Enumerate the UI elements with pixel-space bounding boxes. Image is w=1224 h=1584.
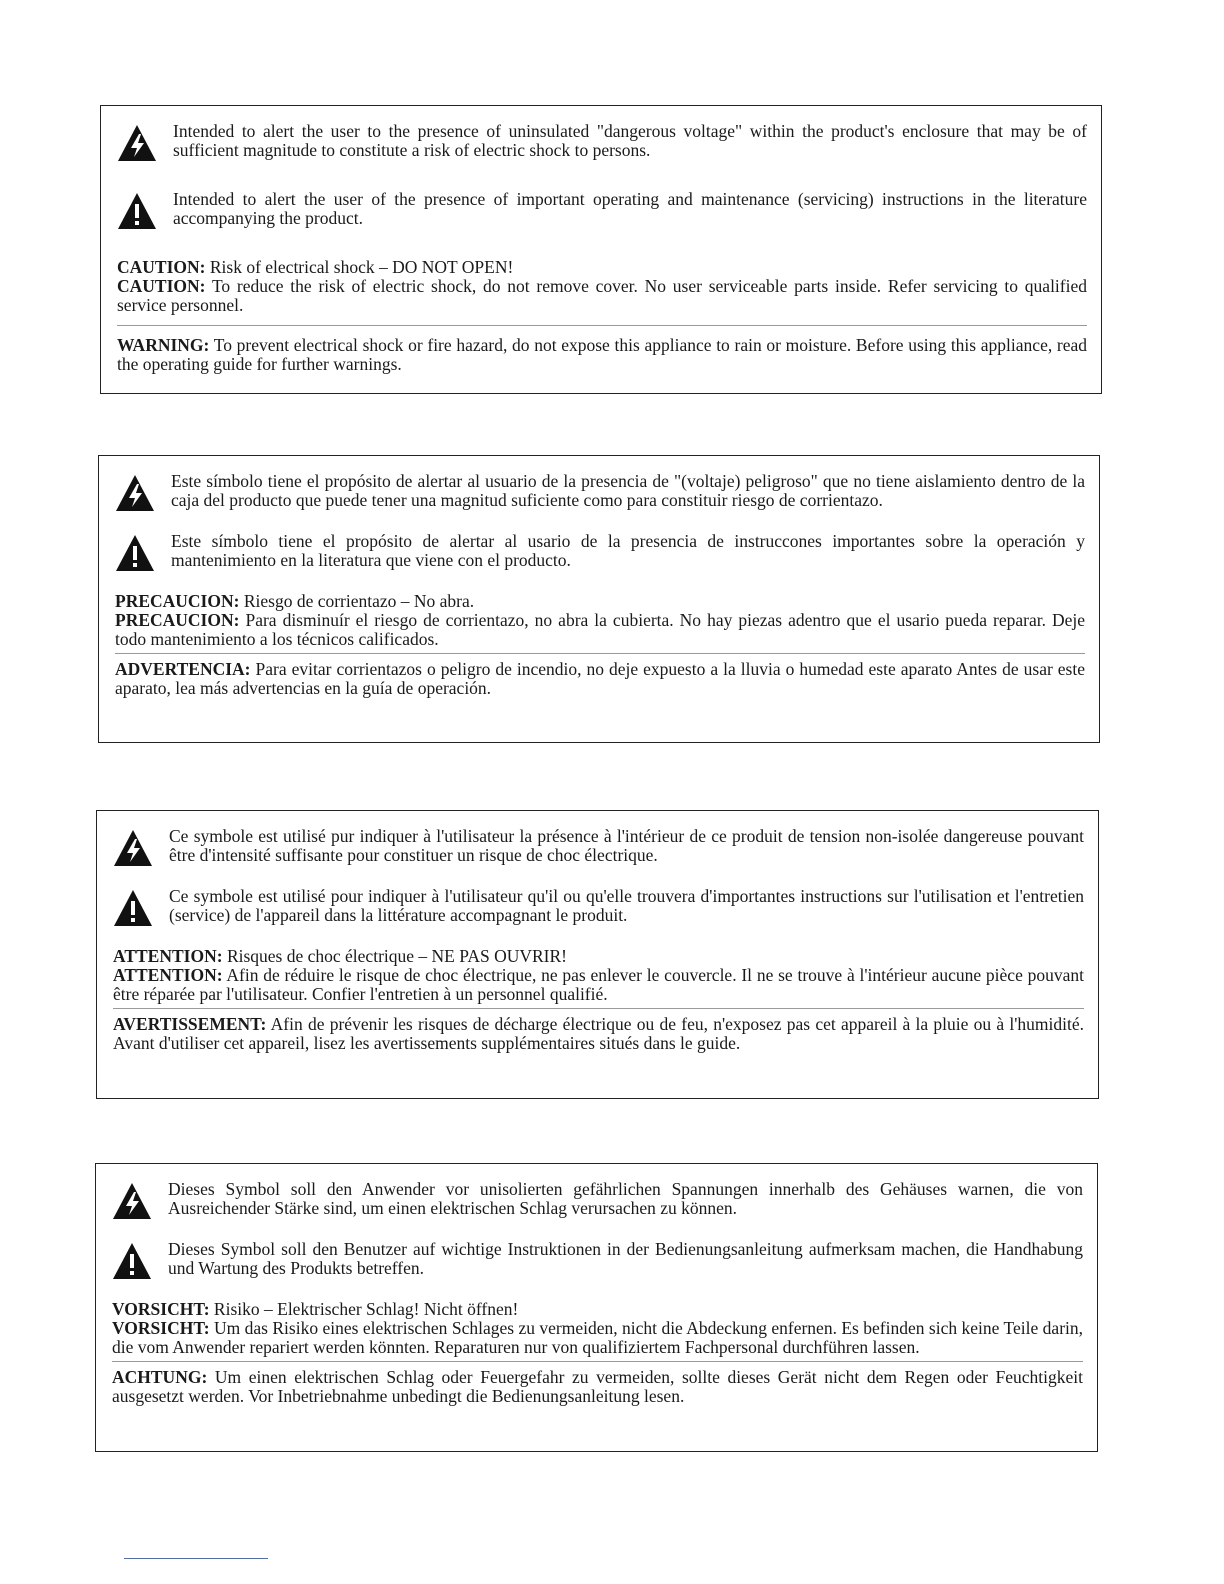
caution-label: ATTENTION:	[113, 946, 223, 966]
caution-line	[117, 277, 1087, 315]
caution-text: Para disminuír el riesgo de corrientazo, no abra la cubierta. No hay piezas adentro que el usario pueda reparar. Deje todo mantenimiento a los técnicos calificados.	[115, 610, 1086, 649]
symbol-row-exclamation	[112, 1240, 1083, 1292]
caution-text: Riesgo de corrientazo – No abra.	[243, 591, 475, 611]
divider	[117, 325, 1087, 326]
symbol-description: Este símbolo tiene el propósito de alertar al usario de la presencia de instruccones importantes sobre la operación y mantenimiento en la literatura que viene con el producto.	[171, 531, 1085, 570]
caution-text: Risiko – Elektrischer Schlag! Nicht öffnen!	[213, 1299, 519, 1319]
symbol-row-lightning	[113, 827, 1084, 879]
symbol-description: Dieses Symbol soll den Anwender vor unisolierten gefährlichen Spannungen innerhalb des Gehäuses warnen, die von Ausreichender Stärke sind, um einen elektrischen Schlag verursachen zu können.	[168, 1179, 1083, 1218]
safety-panel-french	[96, 810, 1099, 1099]
caution-line	[115, 611, 1085, 649]
warning-line	[113, 1015, 1084, 1053]
lightning-triangle-icon	[115, 474, 171, 524]
divider	[113, 1008, 1084, 1009]
warning-text: Afin de prévenir les risques de décharge électrique ou de feu, n'exposez pas cet appareil à la pluie ou à l'humidité. Avant d'utiliser cet appareil, lisez les avertissements supplémentaires situés dans le guide.	[113, 1014, 1084, 1053]
lightning-triangle-icon	[112, 1182, 168, 1232]
caution-text: Risk of electrical shock – DO NOT OPEN!	[209, 257, 514, 277]
caution-text: Afin de réduire le risque de choc électrique, ne pas enlever le couvercle. Il ne se trouve à l'intérieur aucune pièce pouvant être réparée par l'utilisateur. Confier l'entretien à un personnel qualifié.	[113, 965, 1084, 1004]
warning-text: Para evitar corrientazos o peligro de incendio, no deje expuesto a la lluvia o humedad este aparato Antes de usar este aparato, lea más advertencias en la guía de operación.	[115, 659, 1086, 698]
symbol-description: Ce symbole est utilisé pour indiquer à l'utilisateur qu'il ou qu'elle trouvera d'importantes instructions sur l'utilisation et l'entretien (service) de l'appareil dans la littérature accompagnant le produit.	[169, 886, 1084, 925]
exclamation-triangle-icon	[113, 889, 169, 939]
warning-label: ADVERTENCIA:	[115, 659, 251, 679]
symbol-row-lightning	[112, 1180, 1083, 1232]
caution-line	[112, 1319, 1083, 1357]
safety-panel-english	[100, 105, 1102, 394]
caution-text: To reduce the risk of electric shock, do not remove cover. No user serviceable parts inside. Refer servicing to qualified service personnel.	[117, 276, 1087, 315]
caution-label: CAUTION:	[117, 257, 206, 277]
warning-line	[112, 1368, 1083, 1406]
caution-label: CAUTION:	[117, 276, 206, 296]
symbol-row-exclamation	[117, 190, 1087, 242]
warning-label: WARNING:	[117, 335, 210, 355]
caution-label: PRECAUCION:	[115, 610, 240, 630]
caution-text: Um das Risiko eines elektrischen Schlages zu vermeiden, nicht die Abdeckung enfernen. Es befinden sich keine Teile darin, die vom Anwender repariert werden könnten. Reparaturen nur von qualifiziertem Fachpersonal durchführen lassen.	[112, 1318, 1084, 1357]
symbol-row-exclamation	[115, 532, 1085, 584]
divider	[115, 653, 1085, 654]
lightning-triangle-icon	[117, 124, 173, 174]
warning-line	[117, 336, 1087, 374]
warning-line	[115, 660, 1085, 698]
safety-panel-german	[95, 1163, 1098, 1452]
symbol-description: Intended to alert the user to the presence of uninsulated "dangerous voltage" within the product's enclosure that may be of sufficient magnitude to constitute a risk of electric shock to persons.	[173, 121, 1087, 160]
symbol-description: Ce symbole est utilisé pur indiquer à l'utilisateur la présence à l'intérieur de ce produit de tension non-isolée dangereuse pouvant être d'intensité suffisante pour constituer un risque de choc électrique.	[169, 826, 1084, 865]
symbol-description: Intended to alert the user of the presence of important operating and maintenance (servicing) instructions in the literature accompanying the product.	[173, 189, 1087, 228]
caution-line	[113, 947, 1084, 966]
safety-panel-spanish	[98, 455, 1100, 743]
lightning-triangle-icon	[113, 829, 169, 879]
caution-label: VORSICHT:	[112, 1299, 210, 1319]
symbol-description: Dieses Symbol soll den Benutzer auf wichtige Instruktionen in der Bedienungsanleitung aufmerksam machen, die Handhabung und Wartung des Produkts betreffen.	[168, 1239, 1083, 1278]
caution-line	[113, 966, 1084, 1004]
caution-text: Risques de choc électrique – NE PAS OUVRIR!	[226, 946, 568, 966]
caution-line	[117, 258, 1087, 277]
link-underline	[124, 1558, 268, 1559]
exclamation-triangle-icon	[112, 1242, 168, 1292]
exclamation-triangle-icon	[115, 534, 171, 584]
caution-line	[115, 592, 1085, 611]
caution-line	[112, 1300, 1083, 1319]
symbol-row-exclamation	[113, 887, 1084, 939]
warning-label: AVERTISSEMENT:	[113, 1014, 267, 1034]
warning-text: Um einen elektrischen Schlag oder Feuergefahr zu vermeiden, sollte dieses Gerät nicht dem Regen oder Feuchtigkeit ausgesetzt werden. Vor Inbetriebnahme unbedingt die Bedienungsanleitung lesen.	[112, 1367, 1083, 1406]
exclamation-triangle-icon	[117, 192, 173, 242]
symbol-row-lightning	[117, 122, 1087, 174]
divider	[112, 1361, 1083, 1362]
symbol-description: Este símbolo tiene el propósito de alertar al usuario de la presencia de "(voltaje) peligroso" que no tiene aislamiento dentro de la caja del producto que puede tener una magnitud suficiente como para constituir riesgo de corrientazo.	[171, 471, 1085, 510]
caution-label: PRECAUCION:	[115, 591, 240, 611]
caution-label: ATTENTION:	[113, 965, 223, 985]
symbol-row-lightning	[115, 472, 1085, 524]
warning-text: To prevent electrical shock or fire hazard, do not expose this appliance to rain or moisture. Before using this appliance, read the operating guide for further warnings.	[117, 335, 1087, 374]
warning-label: ACHTUNG:	[112, 1367, 208, 1387]
caution-label: VORSICHT:	[112, 1318, 210, 1338]
